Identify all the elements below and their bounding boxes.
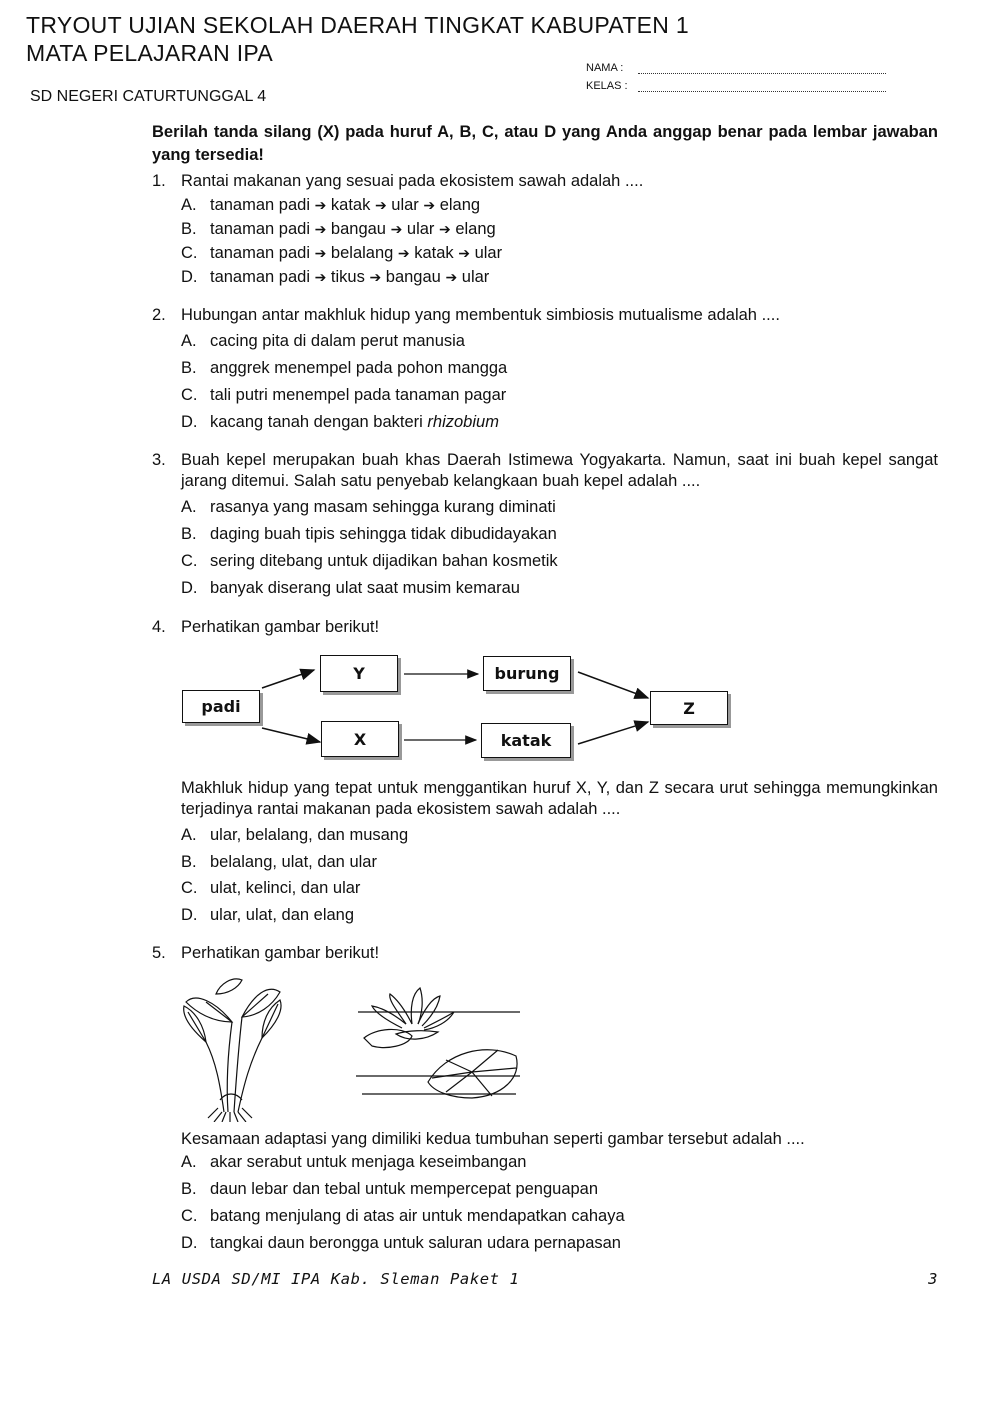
arrow-padi-y xyxy=(262,670,314,688)
exam-title: TRYOUT UJIAN SEKOLAH DAERAH TINGKAT KABUPATEN 1 xyxy=(26,12,689,38)
question-number: 3. xyxy=(152,451,166,469)
option-d: D. ular, ulat, dan elang xyxy=(181,906,355,924)
question-2 xyxy=(152,305,938,326)
arrow-icon: ➔ xyxy=(374,197,387,213)
box-y: Y xyxy=(320,655,398,692)
option-b: B. belalang, ulat, dan ular xyxy=(181,853,377,871)
option-c: C. batang menjulang di atas air untuk mendapatkan cahaya xyxy=(181,1207,625,1225)
option-b: B. anggrek menempel pada pohon mangga xyxy=(181,359,508,377)
question-stem-continued: Kesamaan adaptasi yang dimiliki kedua tumbuhan seperti gambar tersebut adalah .... xyxy=(181,1130,805,1148)
name-label: NAMA : xyxy=(586,62,624,74)
option-c: C. tanaman padi ➔ belalang ➔ katak ➔ ular xyxy=(181,244,503,262)
option-a: A. tanaman padi ➔ katak ➔ ular ➔ elang xyxy=(181,196,481,214)
option-b: B. tanaman padi ➔ bangau ➔ ular ➔ elang xyxy=(181,220,496,238)
question-4-stem2 xyxy=(152,778,938,820)
option-d: D. tanaman padi ➔ tikus ➔ bangau ➔ ular xyxy=(181,268,490,286)
name-dotted-line xyxy=(638,64,886,74)
arrow-icon: ➔ xyxy=(458,245,470,261)
question-1 xyxy=(152,171,938,192)
plant-illustrations xyxy=(176,972,536,1122)
arrow-icon: ➔ xyxy=(439,221,451,237)
water-lily-icon xyxy=(356,988,520,1098)
question-stem: Perhatikan gambar berikut! xyxy=(181,618,380,636)
arrow-padi-x xyxy=(262,728,320,742)
question-5 xyxy=(152,943,938,964)
class-field xyxy=(586,80,886,92)
school-name: SD NEGERI CATURTUNGGAL 4 xyxy=(30,88,267,105)
question-4 xyxy=(152,617,938,638)
class-label: KELAS : xyxy=(586,80,628,92)
question-stem: Perhatikan gambar berikut! xyxy=(181,944,380,962)
box-katak: katak xyxy=(481,723,571,758)
question-number: 2. xyxy=(152,306,166,324)
arrow-icon: ➔ xyxy=(445,269,458,285)
question-number: 4. xyxy=(152,618,166,636)
option-b: B. daging buah tipis sehingga tidak dibudidayakan xyxy=(181,525,557,543)
page-number: 3 xyxy=(928,1270,938,1288)
option-d: D. kacang tanah dengan bakteri rhizobium xyxy=(181,413,499,431)
food-chain-diagram xyxy=(176,648,736,768)
footer-text: LA USDA SD/MI IPA Kab. Sleman Paket 1 xyxy=(152,1270,520,1288)
question-3 xyxy=(152,450,938,492)
box-burung: burung xyxy=(483,656,571,691)
arrow-icon: ➔ xyxy=(423,197,436,213)
question-stem: Buah kepel merupakan buah khas Daerah Istimewa Yogyakarta. Namun, saat ini buah kepel sangat jarang ditemui. Salah satu penyebab kelangkaan buah kepel adalah .... xyxy=(181,451,938,490)
option-b: B. daun lebar dan tebal untuk mempercepat penguapan xyxy=(181,1180,599,1198)
box-z: Z xyxy=(650,691,728,725)
class-dotted-line xyxy=(638,82,886,92)
page-footer xyxy=(152,1270,938,1288)
arrow-icon: ➔ xyxy=(369,269,382,285)
box-x: X xyxy=(321,721,399,757)
arrow-katak-z xyxy=(578,722,648,744)
option-a: A. ular, belalang, dan musang xyxy=(181,826,409,844)
option-c: C. tali putri menempel pada tanaman pagar xyxy=(181,386,507,404)
box-padi: padi xyxy=(182,690,260,723)
option-c: C. ulat, kelinci, dan ular xyxy=(181,879,361,897)
arrow-icon: ➔ xyxy=(397,245,410,261)
arrow-icon: ➔ xyxy=(314,197,327,213)
arrow-icon: ➔ xyxy=(314,269,327,285)
taro-plant-icon xyxy=(184,979,281,1122)
arrow-icon: ➔ xyxy=(390,221,403,237)
option-a: A. cacing pita di dalam perut manusia xyxy=(181,332,465,350)
question-stem-continued: Makhluk hidup yang tepat untuk menggantikan huruf X, Y, dan Z secara urut sehingga memungkinkan terjadinya rantai makanan pada ekosistem sawah adalah .... xyxy=(181,779,938,818)
arrow-icon: ➔ xyxy=(314,245,327,261)
name-field xyxy=(586,62,886,74)
question-number: 5. xyxy=(152,944,166,962)
question-5-stem2 xyxy=(152,1129,938,1150)
subject-title: MATA PELAJARAN IPA xyxy=(26,40,273,66)
arrow-burung-z xyxy=(578,672,648,698)
option-d: D. banyak diserang ulat saat musim kemarau xyxy=(181,579,520,597)
option-c: C. sering ditebang untuk dijadikan bahan kosmetik xyxy=(181,552,558,570)
arrow-icon: ➔ xyxy=(314,221,327,237)
option-a: A. akar serabut untuk menjaga keseimbangan xyxy=(181,1153,527,1171)
question-stem: Rantai makanan yang sesuai pada ekosistem sawah adalah .... xyxy=(181,172,644,190)
question-number: 1. xyxy=(152,172,166,190)
question-stem: Hubungan antar makhluk hidup yang membentuk simbiosis mutualisme adalah .... xyxy=(181,306,780,324)
option-a: A. rasanya yang masam sehingga kurang diminati xyxy=(181,498,556,516)
option-d: D. tangkai daun berongga untuk saluran udara pernapasan xyxy=(181,1234,621,1252)
instruction: Berilah tanda silang (X) pada huruf A, B, C, atau D yang Anda anggap benar pada lembar jawaban yang tersedia! xyxy=(152,123,938,164)
